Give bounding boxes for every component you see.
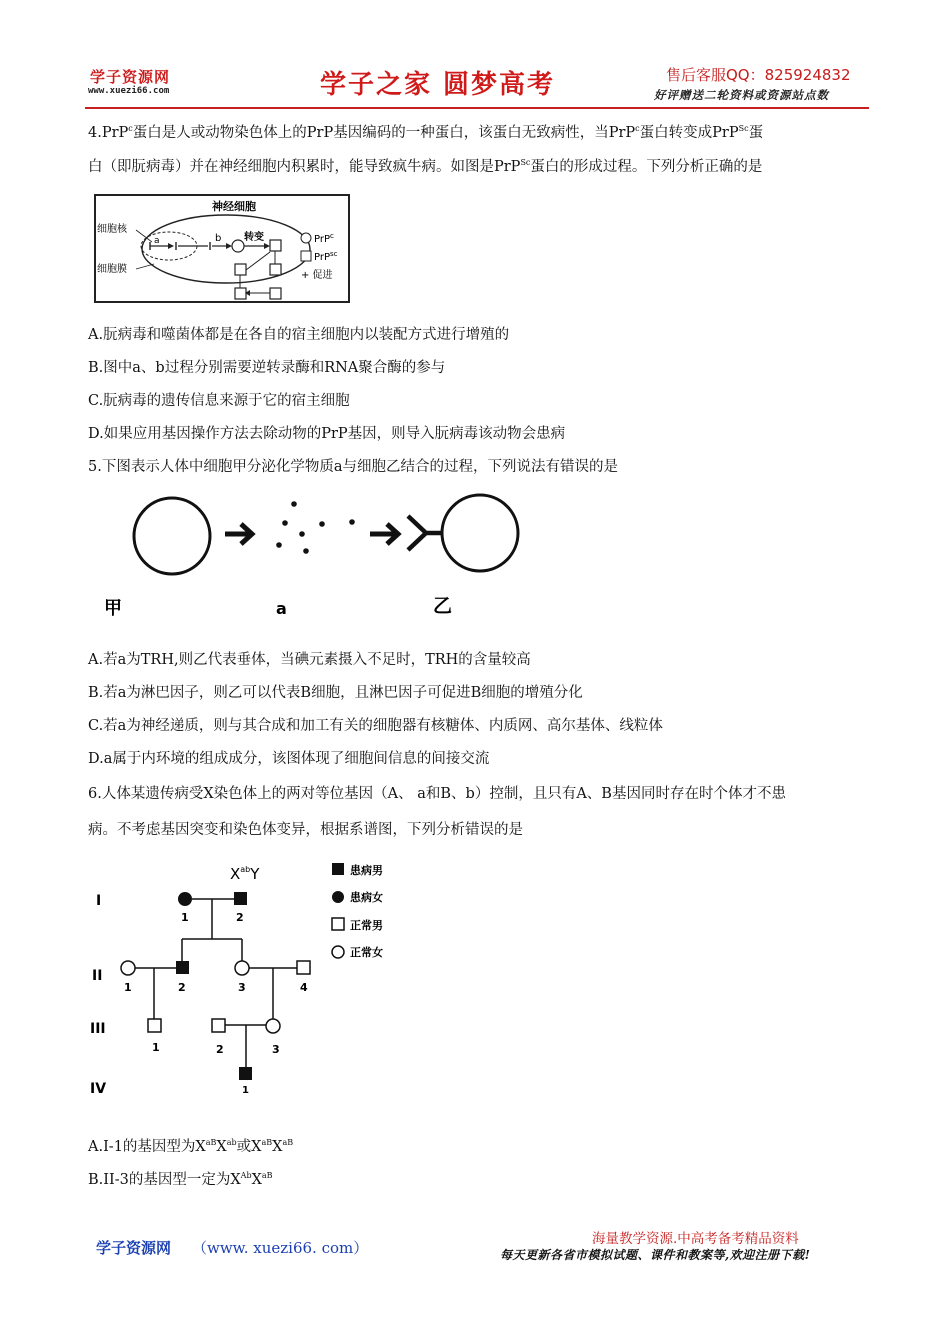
q5-label-jia: 甲 [104, 598, 122, 619]
q4-option-a: A.朊病毒和噬菌体都是在各自的宿主细胞内以装配方式进行增殖的 [88, 327, 510, 343]
q4-stem-line1: 4.PrP$^c$蛋白是人或动物染色体上的PrP基因编码的一种蛋白，该蛋白无致病性，当PrP$^c$蛋白转变成PrP$^{Sc}$蛋 [88, 124, 764, 141]
q6-pedigree [88, 855, 408, 1095]
q4-option-c: C.朊病毒的遗传信息来源于它的宿主细胞 [88, 393, 350, 409]
prpc-symbol [232, 240, 244, 252]
q4-option-b: B.图中a、b过程分别需要逆转录酶和RNA聚合酶的参与 [88, 360, 446, 376]
q6-stem-line2: 病。不考虑基因突变和染色体变异，根据系谱图，下列分析错误的是 [88, 822, 523, 838]
q4-fig-b: b [215, 233, 222, 244]
svg-text:1: 1 [124, 981, 132, 994]
q4-fig-title: 神经细胞 [212, 200, 256, 213]
gen-label-2: II [92, 968, 103, 984]
II-2-affected-male [176, 961, 189, 974]
svg-text:正常女: 正常女 [350, 946, 383, 959]
pedigree-genotype: $X^{ab}Y$ [230, 865, 260, 883]
gen-label-1: I [96, 893, 102, 909]
gen-label-3: III [90, 1021, 106, 1037]
footer-tagline-1: 海量教学资源.中高考备考精品资料 [592, 1231, 799, 1247]
III-3-normal-female [266, 1019, 280, 1033]
q6-stem-line1: 6.人体某遗传病受X染色体上的两对等位基因（A、 a和B、b）控制，且只有A、B基因同时存在时个体才不患 [88, 786, 786, 802]
prpsc-symbol-3 [270, 264, 281, 275]
site-url[interactable]: www.xuezi66.com [88, 86, 170, 96]
q4-fig-convert: 转变 [244, 232, 264, 243]
legend-affected-female-icon [332, 891, 344, 903]
prpsc-symbol-5 [270, 288, 281, 299]
q4-fig-legend2: PrP$^{sc}$ [314, 250, 338, 263]
svg-text:1: 1 [242, 1085, 249, 1095]
footer-tagline-2: 每天更新各省市模拟试题、课件和教案等,欢迎注册下载! [500, 1248, 811, 1262]
cell-yi-circle [442, 495, 518, 571]
q4-option-d: D.如果应用基因操作方法去除动物的PrP基因，则导入朊病毒该动物会患病 [88, 426, 566, 442]
site-logo: 学子资源网 [90, 68, 171, 86]
q4-fig-membrane: 细胞膜 [97, 264, 127, 275]
q4-figure [94, 194, 350, 304]
q6-option-a: A.I-1的基因型为$X^{aB}X^{ab}$或$X^{aB}X^{aB}$ [88, 1138, 294, 1155]
q4-fig-legend3: + 促进 [301, 270, 333, 281]
svg-text:患病男: 患病男 [350, 864, 383, 877]
header-divider [85, 107, 869, 109]
q4-fig-nucleus: 细胞核 [97, 224, 127, 235]
q4-fig-legend1: PrP$^c$ [314, 232, 334, 245]
svg-text:正常男: 正常男 [350, 919, 383, 932]
IV-1-affected-male [239, 1067, 252, 1080]
svg-text:3: 3 [238, 981, 246, 994]
q5-label-yi: 乙 [433, 595, 453, 617]
q5-option-b: B.若a为淋巴因子，则乙可以代表B细胞，且淋巴因子可促进B细胞的增殖分化 [88, 685, 583, 701]
III-2-normal-male [212, 1019, 225, 1032]
II-4-normal-male [297, 961, 310, 974]
II-3-normal-female [235, 961, 249, 975]
q6-option-b: B.II-3的基因型一定为$X^{Ab}X^{aB}$ [88, 1171, 273, 1188]
svg-text:2: 2 [216, 1043, 224, 1056]
svg-text:1: 1 [181, 911, 189, 924]
prpsc-symbol-4 [235, 288, 246, 299]
svg-text:2: 2 [178, 981, 186, 994]
I-1-affected-female [178, 892, 192, 906]
svg-text:1: 1 [152, 1041, 160, 1054]
gen-label-4: IV [90, 1081, 107, 1095]
q5-label-a: a [276, 599, 287, 618]
footer-url[interactable]: （www. xuezi66. com） [192, 1239, 369, 1257]
q5-option-d: D.a属于内环境的组成成分，该图体现了细胞间信息的间接交流 [88, 751, 490, 767]
III-1-normal-male [148, 1019, 161, 1032]
q5-option-c: C.若a为神经递质，则与其合成和加工有关的细胞器有核糖体、内质网、高尔基体、线粒体 [88, 718, 663, 734]
II-1-normal-female [121, 961, 135, 975]
svg-text:患病女: 患病女 [350, 891, 383, 904]
legend-affected-male-icon [332, 863, 344, 875]
prpsc-symbol-1 [270, 240, 281, 251]
service-qq: 售后客服QQ：825924832 [666, 66, 851, 84]
q5-figure [90, 490, 550, 630]
svg-text:4: 4 [300, 981, 308, 994]
footer-logo: 学子资源网 [96, 1239, 172, 1257]
header-title: 学子之家 圆梦高考 [320, 70, 556, 100]
svg-text:2: 2 [236, 911, 244, 924]
prpsc-symbol-2 [235, 264, 246, 275]
cell-jia-circle [134, 498, 210, 574]
I-2-affected-male [234, 892, 247, 905]
q4-fig-a: a [154, 236, 160, 246]
q4-stem-line2: 白（即朊病毒）并在神经细胞内积累时，能导致疯牛病。如图是PrP$^{Sc}$蛋白的形成过程。下列分析正确的是 [88, 158, 763, 175]
legend-normal-female-icon [332, 946, 344, 958]
svg-text:3: 3 [272, 1043, 280, 1056]
q5-option-a: A.若a为TRH,则乙代表垂体，当碘元素摄入不足时，TRH的含量较高 [88, 652, 531, 668]
legend-normal-male-icon [332, 918, 344, 930]
q5-stem: 5.下图表示人体中细胞甲分泌化学物质a与细胞乙结合的过程，下列说法有错误的是 [88, 459, 618, 475]
header-slogan: 好评赠送二轮资料或资源站点数 [654, 88, 829, 102]
